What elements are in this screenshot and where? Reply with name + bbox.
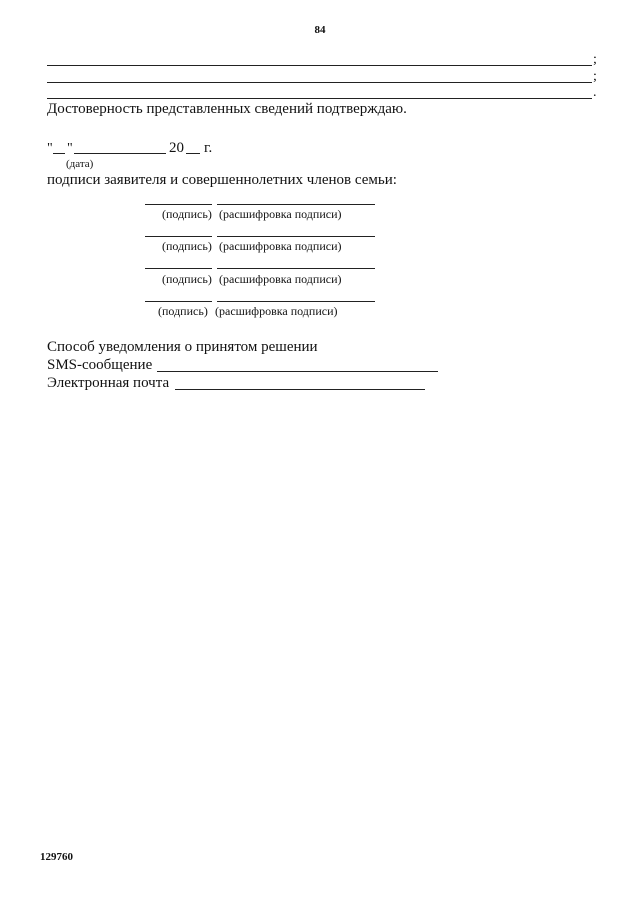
blank-line-1[interactable] <box>47 65 592 66</box>
date-month-field[interactable] <box>74 153 166 154</box>
signature-field[interactable] <box>145 204 212 205</box>
decryption-field[interactable] <box>217 204 375 205</box>
signature-field[interactable] <box>145 268 212 269</box>
blank-line-1-end-mark: ; <box>593 52 597 67</box>
document-code: 129760 <box>40 851 73 863</box>
signatures-heading: подписи заявителя и совершеннолетних членов семьи: <box>47 172 397 188</box>
date-suffix: г. <box>204 140 213 156</box>
date-year-prefix: 20 <box>169 140 184 156</box>
date-day-field[interactable] <box>53 153 65 154</box>
blank-line-2-end-mark: ; <box>593 69 597 84</box>
confirmation-text: Достоверность представленных сведений подтверждаю. <box>47 101 407 117</box>
decryption-field[interactable] <box>217 236 375 237</box>
decryption-field[interactable] <box>217 301 375 302</box>
decryption-caption: (расшифровка подписи) <box>219 239 342 253</box>
date-quote-open: " <box>47 141 53 156</box>
decryption-field[interactable] <box>217 268 375 269</box>
decryption-caption: (расшифровка подписи) <box>219 272 342 286</box>
page-number: 84 <box>314 24 326 36</box>
date-quote-close: " <box>67 141 73 156</box>
signature-caption: (подпись) <box>162 272 212 286</box>
date-caption: (дата) <box>66 158 94 170</box>
sms-field[interactable] <box>157 371 438 372</box>
signature-caption: (подпись) <box>162 207 212 221</box>
decryption-caption: (расшифровка подписи) <box>219 207 342 221</box>
signature-caption: (подпись) <box>158 304 208 318</box>
email-field[interactable] <box>175 389 425 390</box>
blank-line-3-end-mark: . <box>593 85 597 100</box>
signature-caption: (подпись) <box>162 239 212 253</box>
signature-field[interactable] <box>145 301 212 302</box>
date-year-field[interactable] <box>186 153 200 154</box>
email-label: Электронная почта <box>47 375 170 391</box>
decryption-caption: (расшифровка подписи) <box>215 304 338 318</box>
blank-line-2[interactable] <box>47 82 592 83</box>
notification-heading: Способ уведомления о принятом решении <box>47 339 318 355</box>
signature-field[interactable] <box>145 236 212 237</box>
blank-line-3[interactable] <box>47 98 592 99</box>
sms-label: SMS-сообщение <box>47 357 153 373</box>
